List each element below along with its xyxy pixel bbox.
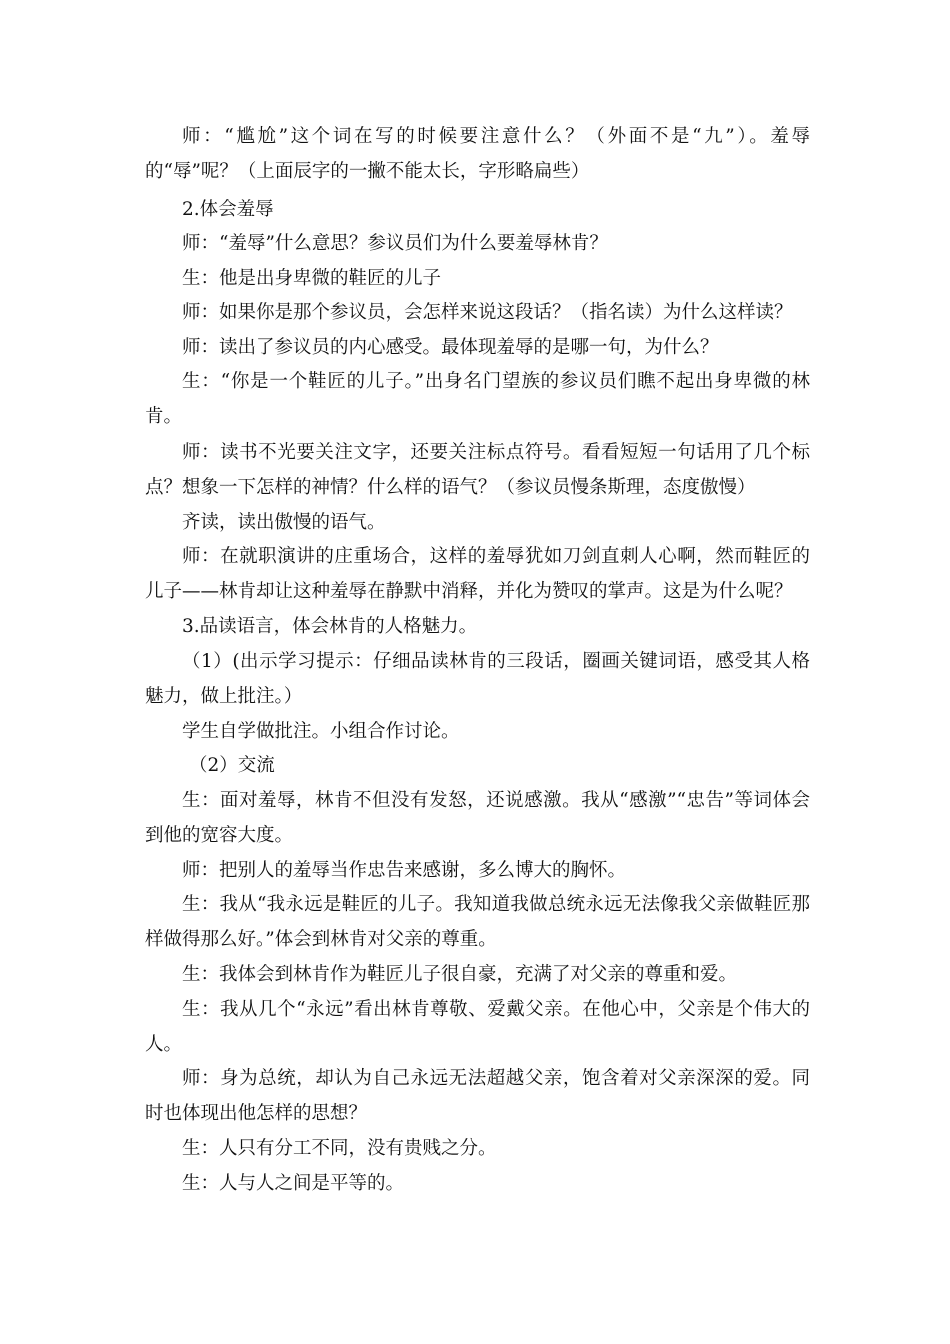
paragraph-7: 生：“你是一个鞋匠的儿子。”出身名门望族的参议员们瞧不起出身卑微的林肯。 xyxy=(145,371,810,427)
paragraph-1: 师：“尴尬”这个词在写的时候要注意什么？（外面不是“九”）。羞辱的“辱”呢？（上面辰字的一撇不能太长，字形略扁些） xyxy=(145,126,810,182)
section-heading-3: 3.品读语言，体会林肯的人格魅力。 xyxy=(182,616,478,637)
paragraph-20: 师：身为总统，却认为自己永远无法超越父亲，饱含着对父亲深深的爱。同时也体现出他怎样的思想？ xyxy=(145,1068,810,1124)
paragraph-5: 师：如果你是那个参议员，会怎样来说这段话？（指名读）为什么这样读？ xyxy=(182,302,793,323)
paragraph-14: （2）交流 xyxy=(189,755,275,776)
paragraph-16: 师：把别人的羞辱当作忠告来感谢，多么博大的胸怀。 xyxy=(182,860,627,881)
paragraph-10: 师：在就职演讲的庄重场合，这样的羞辱犹如刀剑直刺人心啊，然而鞋匠的儿子——林肯却让这种羞辱在静默中消释，并化为赞叹的掌声。这是为什么呢？ xyxy=(145,546,810,602)
paragraph-9: 齐读，读出傲慢的语气。 xyxy=(182,512,386,533)
section-heading-2: 2.体会羞辱 xyxy=(182,199,274,220)
paragraph-8: 师：读书不光要关注文字，还要关注标点符号。看看短短一句话用了几个标点？想象一下怎样的神情？什么样的语气？（参议员慢条斯理，态度傲慢） xyxy=(145,442,810,498)
paragraph-21: 生：人只有分工不同，没有贵贱之分。 xyxy=(182,1138,497,1159)
paragraph-15: 生：面对羞辱，林肯不但没有发怒，还说感激。我从“感激”“忠告”等词体会到他的宽容大度。 xyxy=(145,790,810,846)
paragraph-17: 生：我从“我永远是鞋匠的儿子。我知道我做总统永远无法像我父亲做鞋匠那样做得那么好。”体会到林肯对父亲的尊重。 xyxy=(145,894,810,950)
paragraph-18: 生：我体会到林肯作为鞋匠儿子很自豪，充满了对父亲的尊重和爱。 xyxy=(182,964,738,985)
paragraph-19: 生：我从几个“永远”看出林肯尊敬、爱戴父亲。在他心中，父亲是个伟大的人。 xyxy=(145,999,810,1055)
paragraph-6: 师：读出了参议员的内心感受。最体现羞辱的是哪一句，为什么？ xyxy=(182,337,719,358)
paragraph-13: 学生自学做批注。小组合作讨论。 xyxy=(182,721,460,742)
paragraph-12: （1）(出示学习提示：仔细品读林肯的三段话，圈画关键词语，感受其人格魅力，做上批注。） xyxy=(145,651,810,707)
paragraph-22: 生：人与人之间是平等的。 xyxy=(182,1173,405,1194)
paragraph-3: 师：“羞辱”什么意思？参议员们为什么要羞辱林肯？ xyxy=(182,233,608,254)
paragraph-4: 生：他是出身卑微的鞋匠的儿子 xyxy=(182,268,442,289)
